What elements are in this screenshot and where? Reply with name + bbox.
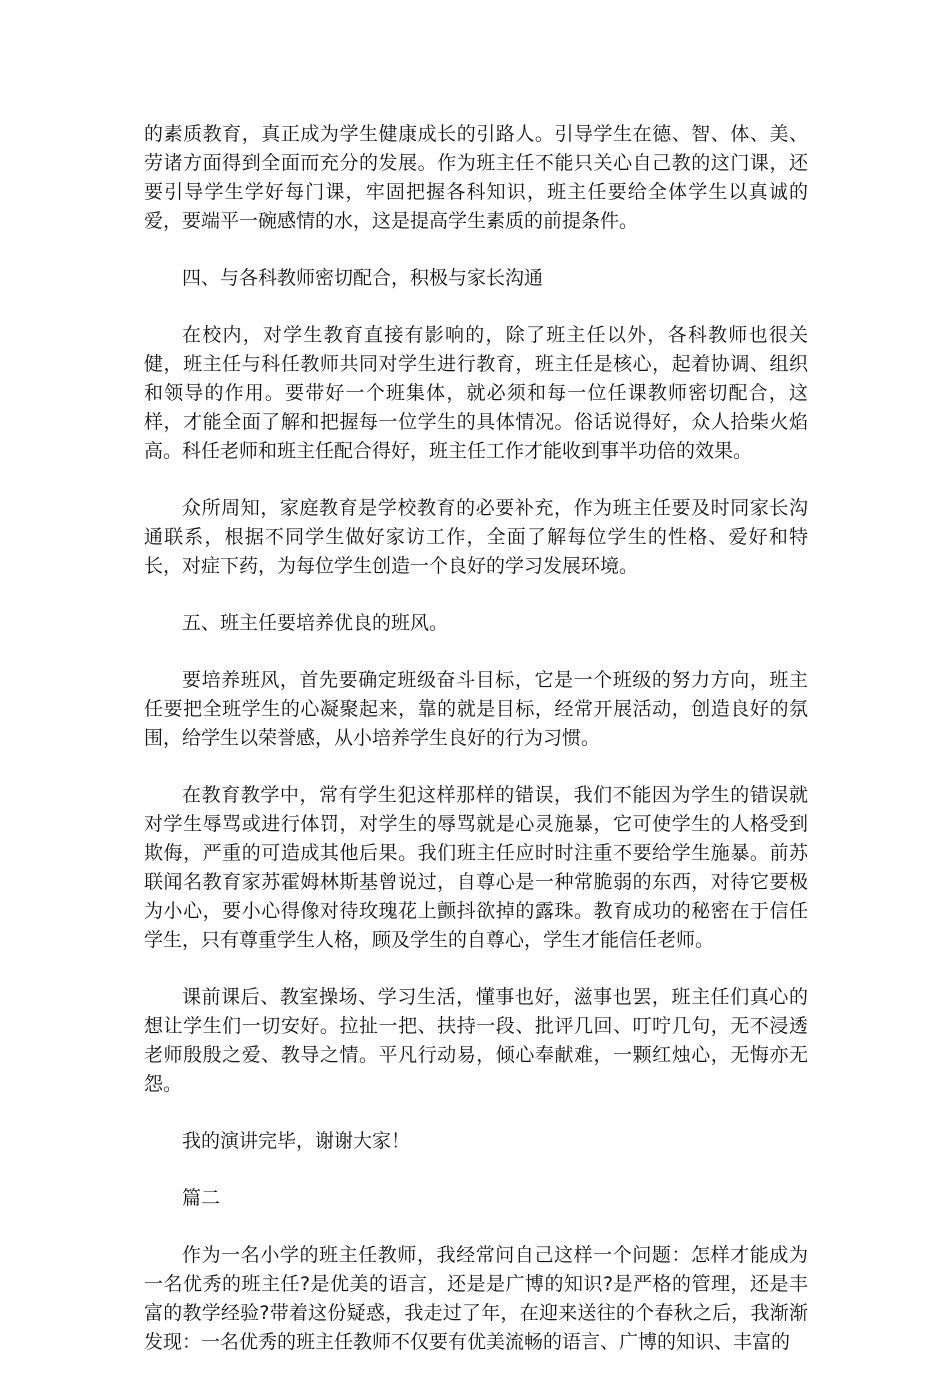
paragraph-family-education: 众所周知，家庭教育是学校教育的必要补充，作为班主任要及时同家长沟通联系，根据不同学生做好家访工作，全面了解每位学生的性格、爱好和特长，对症下药，为每位学生创造一个良好的学习发展环境。 <box>144 497 808 577</box>
paragraph-part-two-intro: 作为一名小学的班主任教师，我经常问自己这样一个问题：怎样才能成为一名优秀的班主任?是优美的语言，还是是广博的知识?是严格的管理，还是丰富的教学经验?带着这份疑惑，我走过了年，在迎来送往的个春秋之后，我渐渐发现：一名优秀的班主任教师不仅要有优美流畅的语言、广博的知识、丰富的 <box>144 1244 808 1353</box>
paragraph-class-goals: 要培养班风，首先要确定班级奋斗目标，它是一个班级的努力方向，班主任要把全班学生的心凝聚起来，靠的就是目标，经常开展活动，创造良好的氛围，给学生以荣誉感，从小培养学生良好的行为习惯。 <box>144 669 808 749</box>
section-heading-four: 四、与各科教师密切配合，积极与家长沟通 <box>182 267 544 289</box>
paragraph-intro-continued: 的素质教育，真正成为学生健康成长的引路人。引导学生在德、智、体、美、劳诸方面得到全面而充分的发展。作为班主任不能只关心自己教的这门课，还要引导学生学好每门课，牢固把握各科知识，班主任要给全体学生以真诚的爱，要端平一碗感情的水，这是提高学生素质的前提条件。 <box>144 123 808 232</box>
paragraph-closing-remark: 我的演讲完毕，谢谢大家！ <box>182 1130 411 1152</box>
section-heading-part-two: 篇二 <box>182 1187 221 1209</box>
section-heading-five: 五、班主任要培养优良的班风。 <box>182 612 449 634</box>
paragraph-respect-students: 在教育教学中，常有学生犯这样那样的错误，我们不能因为学生的错误就对学生辱骂或进行体罚，对学生的辱骂就是心灵施暴，它可使学生的人格受到欺侮，严重的可造成其他后果。我们班主任应时时注重不要给学生施暴。前苏联闻名教育家苏霍姆林斯基曾说过，自尊心是一种常脆弱的东西，对待它要极为小心，要小心得像对待玫瑰花上颤抖欲掉的露珠。教育成功的秘密在于信任学生，只有尊重学生人格，顾及学生的自尊心，学生才能信任老师。 <box>144 784 808 951</box>
document-page <box>144 120 808 1385</box>
paragraph-daily-care: 课前课后、教室操场、学习生活，懂事也好，滋事也罢，班主任们真心的想让学生们一切安好。拉扯一把、扶持一段、批评几回、叮咛几句，无不浸透老师殷殷之爱、教导之情。平凡行动易，倾心奉献难，一颗红烛心，无悔亦无怨。 <box>144 986 808 1095</box>
paragraph-teacher-cooperation: 在校内，对学生教育直接有影响的，除了班主任以外，各科教师也很关健，班主任与科任教师共同对学生进行教育，班主任是核心，起着协调、组织和领导的作用。要带好一个班集体，就必须和每一位任课教师密切配合，这样，才能全面了解和把握每一位学生的具体情况。俗话说得好，众人拾柴火焰高。科任老师和班主任配合得好，班主任工作才能收到事半功倍的效果。 <box>144 324 808 462</box>
